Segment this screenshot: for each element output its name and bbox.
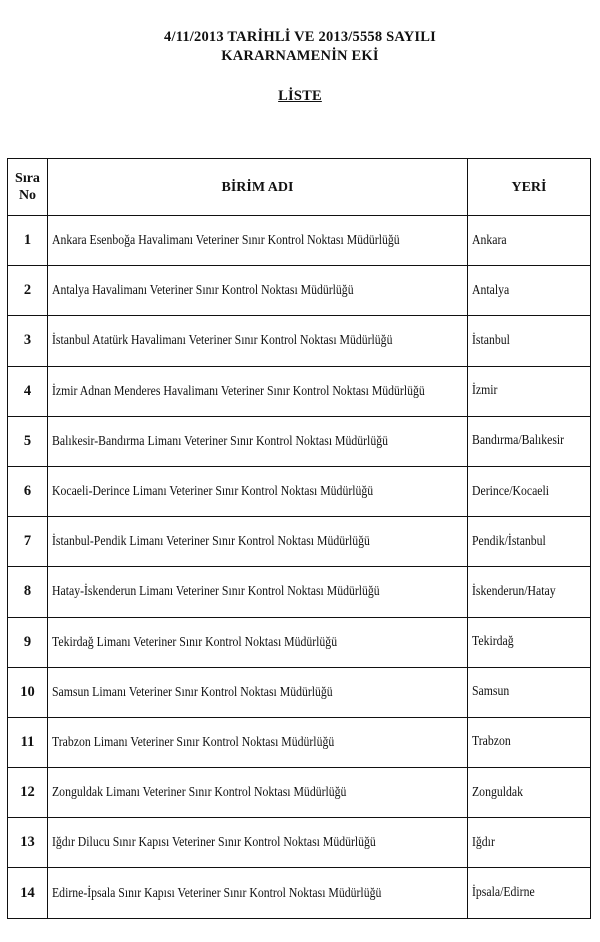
- unit-name: Antalya Havalimanı Veteriner Sınır Kontrol Noktası Müdürlüğü: [52, 283, 354, 299]
- unit-location-cell: [468, 416, 591, 466]
- table-row: [8, 818, 591, 868]
- unit-name: Kocaeli-Derince Limanı Veteriner Sınır Kontrol Noktası Müdürlüğü: [52, 484, 374, 500]
- unit-location: Tekirdağ: [472, 634, 514, 650]
- unit-name: Hatay-İskenderun Limanı Veteriner Sınır Kontrol Noktası Müdürlüğü: [52, 584, 380, 600]
- table-row: [8, 717, 591, 767]
- unit-name-cell: [48, 517, 468, 567]
- unit-name: Balıkesir-Bandırma Limanı Veteriner Sınır Kontrol Noktası Müdürlüğü: [52, 433, 388, 449]
- unit-location-cell: [468, 266, 591, 316]
- unit-name: İzmir Adnan Menderes Havalimanı Veteriner Sınır Kontrol Noktası Müdürlüğü: [52, 383, 425, 399]
- unit-name-cell: [48, 416, 468, 466]
- header-sira-label: Sıra: [15, 171, 40, 186]
- unit-location-cell: [468, 717, 591, 767]
- row-number: 10: [8, 667, 48, 717]
- unit-location-cell: [468, 466, 591, 516]
- table-row: [8, 517, 591, 567]
- unit-name: Zonguldak Limanı Veteriner Sınır Kontrol Noktası Müdürlüğü: [52, 785, 347, 801]
- unit-name-cell: [48, 617, 468, 667]
- row-number: 6: [8, 466, 48, 516]
- document-heading-line1: 4/11/2013 TARİHLİ VE 2013/5558 SAYILI: [164, 29, 436, 45]
- table-row: [8, 768, 591, 818]
- unit-name-cell: [48, 818, 468, 868]
- unit-location: Pendik/İstanbul: [472, 533, 546, 549]
- unit-location-cell: [468, 617, 591, 667]
- unit-location: Antalya: [472, 282, 510, 298]
- unit-name: Iğdır Dilucu Sınır Kapısı Veteriner Sınır Kontrol Noktası Müdürlüğü: [52, 835, 376, 851]
- table-row: [8, 567, 591, 617]
- table-header-row: [8, 159, 591, 216]
- unit-location-cell: [468, 768, 591, 818]
- unit-location-cell: [468, 667, 591, 717]
- table-row: [8, 316, 591, 366]
- table-row: [8, 667, 591, 717]
- unit-name: İstanbul-Pendik Limanı Veteriner Sınır Kontrol Noktası Müdürlüğü: [52, 534, 370, 550]
- unit-name-cell: [48, 567, 468, 617]
- table-row: [8, 266, 591, 316]
- row-number: 11: [8, 717, 48, 767]
- table-row: [8, 466, 591, 516]
- unit-location: Trabzon: [472, 734, 511, 750]
- unit-location: Zonguldak: [472, 784, 523, 800]
- unit-name: Trabzon Limanı Veteriner Sınır Kontrol Noktası Müdürlüğü: [52, 734, 335, 750]
- unit-name-cell: [48, 868, 468, 918]
- list-title: LİSTE: [278, 88, 322, 104]
- table-row: [8, 868, 591, 918]
- unit-name: Edirne-İpsala Sınır Kapısı Veteriner Sınır Kontrol Noktası Müdürlüğü: [52, 885, 382, 901]
- row-number: 12: [8, 768, 48, 818]
- unit-name: İstanbul Atatürk Havalimanı Veteriner Sınır Kontrol Noktası Müdürlüğü: [52, 333, 393, 349]
- unit-name-cell: [48, 316, 468, 366]
- unit-name-cell: [48, 366, 468, 416]
- document-heading-line2: KARARNAMENİN EKİ: [221, 48, 379, 64]
- row-number: 5: [8, 416, 48, 466]
- unit-location-cell: [468, 517, 591, 567]
- unit-location: İskenderun/Hatay: [472, 583, 556, 599]
- table-row: [8, 366, 591, 416]
- table-row: [8, 216, 591, 266]
- header-no-label: No: [18, 188, 37, 203]
- unit-name: Samsun Limanı Veteriner Sınır Kontrol Noktası Müdürlüğü: [52, 684, 333, 700]
- unit-location-cell: [468, 868, 591, 918]
- unit-location: Derince/Kocaeli: [472, 483, 550, 499]
- table-row: [8, 617, 591, 667]
- header-yeri: YERİ: [468, 159, 591, 216]
- units-table: [7, 158, 591, 919]
- table-row: [8, 416, 591, 466]
- unit-name-cell: [48, 717, 468, 767]
- row-number: 1: [8, 216, 48, 266]
- unit-location: Bandırma/Balıkesir: [472, 433, 565, 449]
- unit-location: Ankara: [472, 232, 507, 248]
- row-number: 3: [8, 316, 48, 366]
- row-number: 13: [8, 818, 48, 868]
- row-number: 2: [8, 266, 48, 316]
- row-number: 14: [8, 868, 48, 918]
- unit-name-cell: [48, 667, 468, 717]
- unit-location: Iğdır: [472, 834, 495, 850]
- unit-name: Tekirdağ Limanı Veteriner Sınır Kontrol Noktası Müdürlüğü: [52, 634, 338, 650]
- unit-location: İzmir: [472, 383, 498, 399]
- unit-location: Samsun: [472, 684, 510, 700]
- header-sira-no: [8, 159, 48, 216]
- unit-location-cell: [468, 316, 591, 366]
- unit-location-cell: [468, 567, 591, 617]
- row-number: 4: [8, 366, 48, 416]
- unit-location-cell: [468, 818, 591, 868]
- unit-location: İstanbul: [472, 332, 510, 348]
- row-number: 9: [8, 617, 48, 667]
- unit-location-cell: [468, 216, 591, 266]
- unit-name-cell: [48, 768, 468, 818]
- unit-name-cell: [48, 216, 468, 266]
- unit-name-cell: [48, 466, 468, 516]
- row-number: 7: [8, 517, 48, 567]
- header-birim-adi: BİRİM ADI: [48, 159, 468, 216]
- unit-name-cell: [48, 266, 468, 316]
- unit-name: Ankara Esenboğa Havalimanı Veteriner Sınır Kontrol Noktası Müdürlüğü: [52, 233, 400, 249]
- unit-location: İpsala/Edirne: [472, 885, 535, 901]
- row-number: 8: [8, 567, 48, 617]
- unit-location-cell: [468, 366, 591, 416]
